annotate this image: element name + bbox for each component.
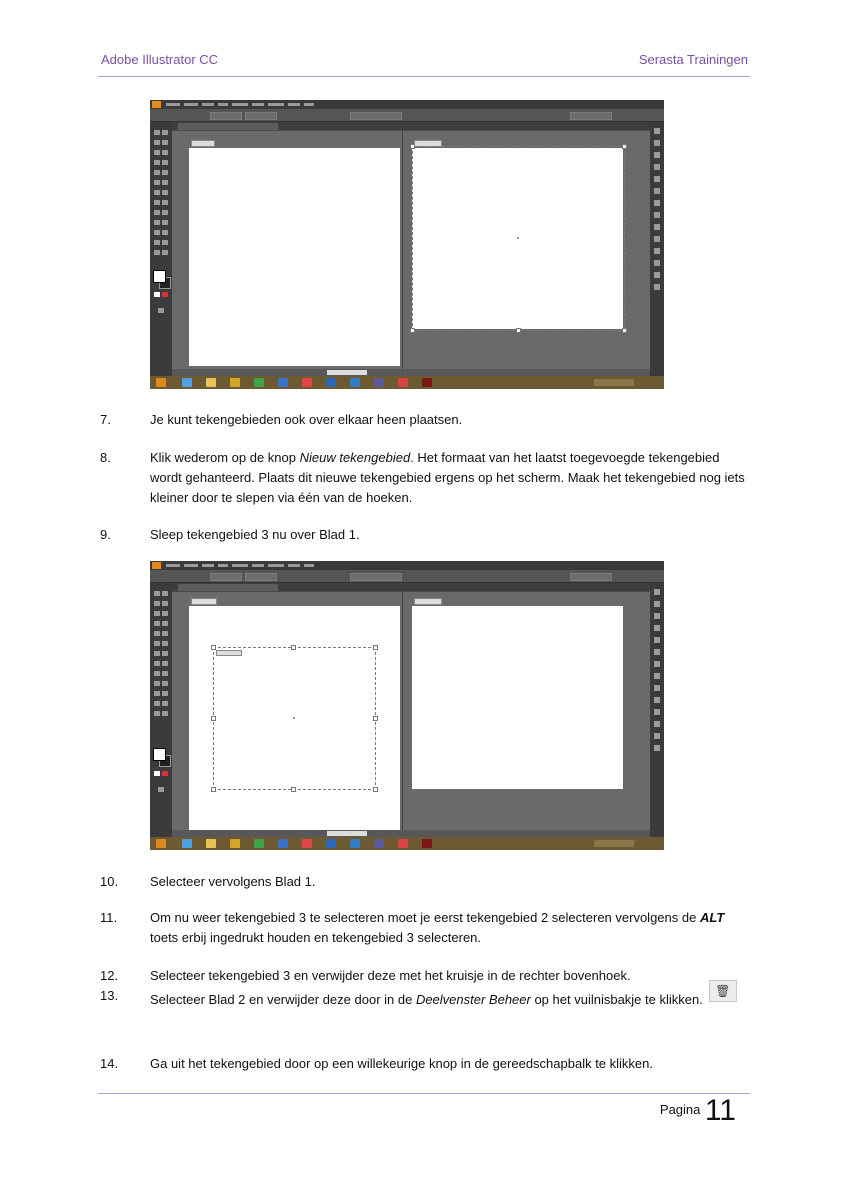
trash-icon: 🗑 <box>709 980 737 1002</box>
fill-color-swatch <box>153 748 166 761</box>
options-bar <box>150 109 664 122</box>
windows-taskbar <box>150 376 664 389</box>
status-bar <box>172 830 650 837</box>
artboard-1-label <box>191 140 215 147</box>
document-tab-bar <box>172 583 650 591</box>
screenshot-illustrator-2 <box>150 561 664 850</box>
status-bar <box>172 369 650 376</box>
tools-panel <box>150 583 172 837</box>
windows-taskbar <box>150 837 664 850</box>
document-tab <box>178 584 278 591</box>
menu-bar <box>150 100 664 109</box>
artboard-2-label <box>414 598 442 605</box>
illustrator-logo-icon <box>152 562 161 569</box>
artboard-3-label <box>216 650 242 656</box>
artboard-3-selection <box>213 647 376 790</box>
panels-dock <box>650 122 664 376</box>
header-company: Serasta Trainingen <box>638 52 748 67</box>
artboard-1-label <box>191 598 217 605</box>
footer-rule <box>98 1093 750 1094</box>
page-footer <box>660 1094 736 1128</box>
screenshot-illustrator-1 <box>150 100 664 389</box>
tools-panel <box>150 122 172 376</box>
header-rule <box>98 76 750 77</box>
page-label: Pagina <box>659 1102 701 1117</box>
document-tab <box>178 123 278 130</box>
artboard-2 <box>412 606 623 789</box>
canvas-area <box>172 131 650 376</box>
canvas-area <box>172 592 650 837</box>
artboard-2-selection <box>412 146 625 331</box>
fill-color-swatch <box>153 270 166 283</box>
options-bar <box>150 570 664 583</box>
page-number: 11 <box>704 1094 736 1127</box>
panels-dock <box>650 583 664 837</box>
header-title: Adobe Illustrator CC <box>101 52 219 67</box>
artboard-1 <box>189 148 400 366</box>
document-tab-bar <box>172 122 650 130</box>
illustrator-logo-icon <box>152 101 161 108</box>
menu-bar <box>150 561 664 570</box>
